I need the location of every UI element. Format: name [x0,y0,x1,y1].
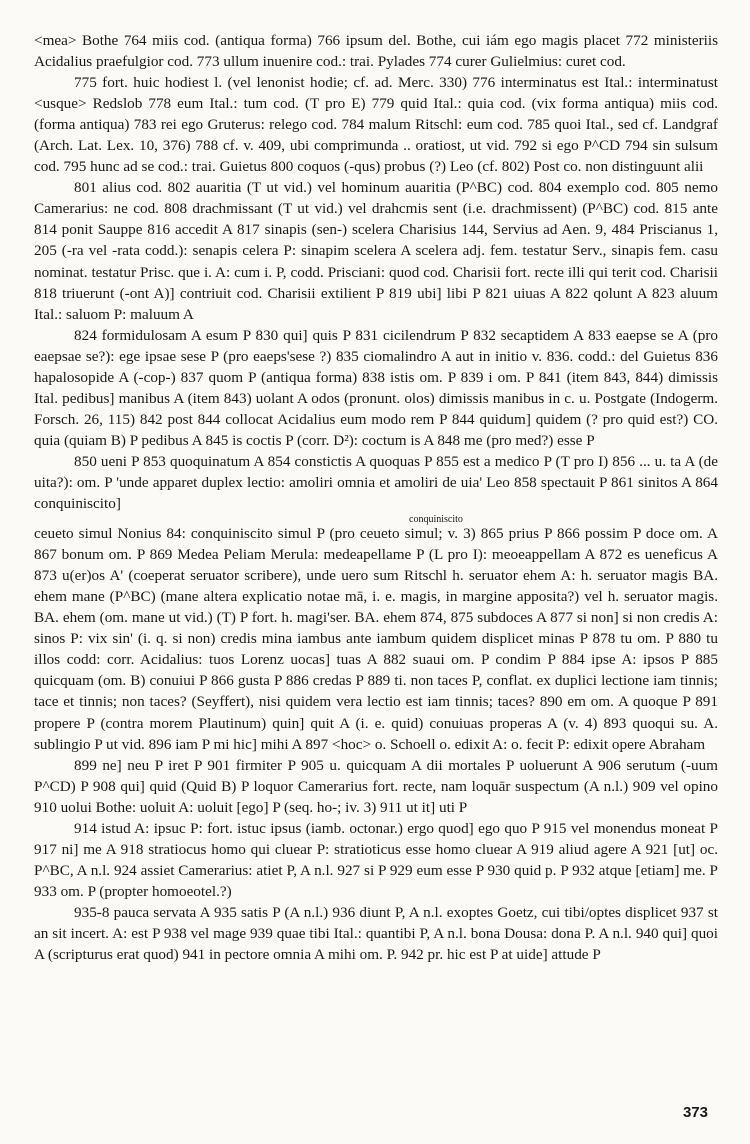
interlinear-gloss: conquiniscito [409,514,463,526]
apparatus-paragraph: 801 alius cod. 802 auaritia (T ut vid.) vel hominum auaritia (P^BC) cod. 804 exemplo cod. 805 nemo Camerarius: ne cod. 808 drachmissant (T ut vid.) vel drahcmis sent (i.e. drachmissent) (P^BC) cod. 815 ante 814 ponit Sauppe 816 accedit A 817 sinapis (sen-) scelera Charisius 144, Servius ad Aen. 9, 484 Priscianus 1, 205 (-ra vel -rata codd.): senapis celera P: sinapim scelera A scelera adj. fem. testatur Serv., sinapis fem. casu nominat. testatur Prisc. que i. A: cum i. P, codd. Prisciani: quod cod. Charisii fort. recte illi qui terit cod. Charisii 818 triuerunt (-ont A)] contriuit cod. Charisii extilient P 819 ubi] libi P 821 uiuas A 822 qolunt A 823 aluum Ital.: saluom P: maluum A [34,179,718,323]
apparatus-paragraph: 914 istud A: ipsuc P: fort. istuc ipsus (iamb. octonar.) ergo quod] ego quo P 915 vel monendus moneat P 917 ni] me A 918 stratiocus homo qui cluear P: stratioticus esse homo cluear A 919 aliud agere A 921 [ut] oc. P^BC, A n.l. 924 assiet Camerarius: atiet P, A n.l. 927 si P 929 eum esse P 930 quid p. P 932 atque [etiam] me. P 933 om. P (propter homoeotel.?) [34,819,718,900]
apparatus-paragraph: 775 fort. huic hodiest l. (vel lenonist hodie; cf. ad. Merc. 330) 776 interminatus est Ital.: interminatust <usque> Redslob 778 eum Ital.: tum cod. (T pro E) 779 quid Ital.: quia cod. (vix forma antiqua) miis cod. (forma antiqua) 783 rei ego Gruterus: relego cod. 784 malum Ritschl: eum cod. 785 quoi Ital., sed cf. Landgraf (Arch. Lat. Lex. 10, 376) 788 cf. v. 409, ubi comprimunda .. oratiost, ut vid. 792 si ego P^CD 794 sin sulsum cod. 795 hunc ad se cod.: trai. Guietus 800 coquos (-qus) probus (?) Leo (cf. 802) Post co. non distinguunt alii [34,74,718,176]
apparatus-paragraph: 824 formidulosam A esum P 830 qui] quis P 831 cicilendrum P 832 secaptidem A 833 eaepse se A (pro eaepsae se?): ege ipsae sese P (pro eaeps'sese ?) 835 ciomalindro A aut in initio v. 836. codd.: del Guietus 836 hapalosopide A (-cop-) 837 quom P (antiqua forma) 838 istis om. P 839 i om. P 841 (item 843, 844) dimissis Ital. pedibus] manibus A (item 843) uolant A odos (pronunt. olos) dimissis manibus in c. u. Postgate (Indogerm. Forsch. 26, 115) 842 post 844 collocat Acidalius eum modo rem P 844 quidum] quidem (? pro quid est?) CO. quia (quiam B) P pedibus A 845 is coctis P (corr. D²): coctum is A 848 me (pro med?) esse P [34,326,718,449]
apparatus-paragraph: 850 ueni P 853 quoquinatum A 854 constictis A quoquas P 855 est a medico P (T pro I) 856 ... u. ta A (de uita?): om. P 'unde apparet duplex lectio: amoliri omnia et amoliri de uia' Leo 858 spectauit P 861 sinitos A 864 conquiniscito] [34,452,718,513]
apparatus-paragraph: ceueto simul Nonius 84: conquiniscito simul P (pro ceueto simul; v. 3) 865 prius P 866 possim P doce om. A 867 bonum om. P 869 Medea Peliam Merula: medeapellame P (L pro I): meoeappellam A 872 es ueneficus A 873 u(er)os A' (coeperat seruator scribere), unde uero sum Ritschl h. seruator ehem A: h. seruator magis BA. ehem mane (P^BC) (mane altera explicatio notae mā, i. e. magis, in margine apposita?) vel h. seruator magis. BA. ehem (om. mane ut vid.) (T) P fort. h. magi'ser. BA. ehem 874, 875 subdoces A 877 si non] si non credis A: sinos P: vix sin' (i. q. si non) credis mina iambus ante iambum quidem displicet minas P 878 tu om. P 880 tu illos codd: corr. Acidalius: tuos Lorenz uocas] tuas A 882 suaui om. P condim P 884 ipse A: ipsos P 885 quicquam (om. B) conuiui P 866 gusta P 886 credas P 889 ti. non taces P, conflat. ex duplici lectione iam tinnis; tace et tinnis; non taces? (Seyffert), nisi quidem vera lectio est iam tinnis; taces? 890 em om. A quoque P 891 propere P (contra morem Plautinum) quin] quit A (i. e. quid) conuiuas properas A (v. 4) 893 quoqui su. A. sublingio P ut vid. 896 iam P mi hic] mihi A 897 <hoc> o. Schoell o. edixit A: o. fecit P: edixit opere Abraham [34,525,718,753]
apparatus-paragraph: 935-8 pauca servata A 935 satis P (A n.l.) 936 diunt P, A n.l. exoptes Goetz, cui tibi/optes displicet 937 st an sit incert. A: est P 938 vel mage 939 quae tibi Ital.: quantibi P, A n.l. bona Dousa: dona P. A n.l. 940 qui] quoi A (scripturus erat quod) 941 in pectore omnia A mihi om. P. 942 pr. hic est P at uide] attude P [34,903,718,964]
apparatus-paragraph: 899 ne] neu P iret P 901 firmiter P 905 u. quicquam A dii mortales P uoluerunt A 906 serutum (-uum P^CD) P 908 qui] quid (Quid B) P loquor Camerarius fort. recte, nam loquār suspectum (A n.l.) 909 vel opino 910 uolui Bothe: uoluit A: uoluit [ego] P (seq. ho-; iv. 3) 911 ut it] uti P [34,756,718,816]
apparatus-paragraph: <mea> Bothe 764 miis cod. (antiqua forma) 766 ipsum del. Bothe, cui iám ego magis placet 772 ministeriis Acidalius praefulgior cod. 773 ullum inuenire cod.: trai. Pylades 774 curer Gulielmius: curet cod. [34,32,718,71]
page-number: 373 [682,1104,708,1121]
critical-apparatus [34,30,718,965]
